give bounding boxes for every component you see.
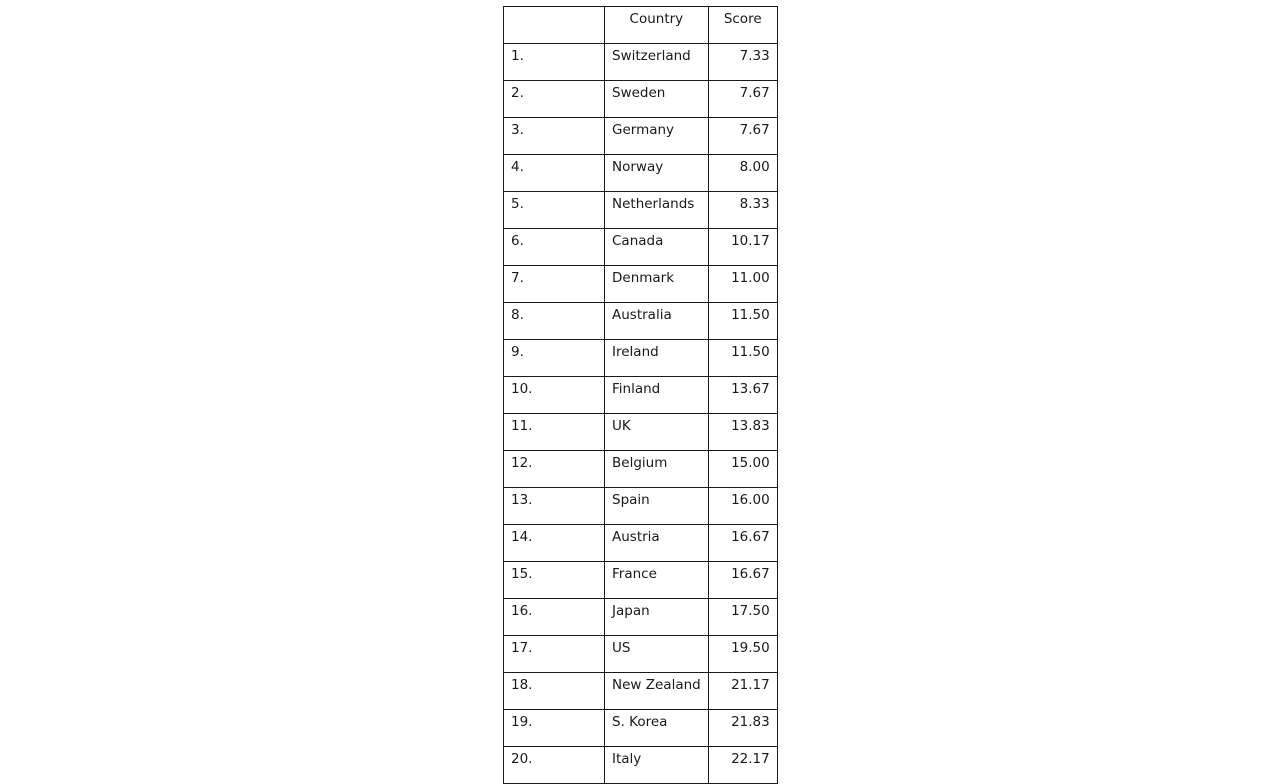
score-cell: 16.67 <box>708 525 777 562</box>
rank-cell: 16. <box>504 599 605 636</box>
score-cell: 13.67 <box>708 377 777 414</box>
score-cell: 8.00 <box>708 155 777 192</box>
rank-cell: 2. <box>504 81 605 118</box>
table-row <box>504 266 778 303</box>
table-row <box>504 636 778 673</box>
country-cell: Spain <box>605 488 709 525</box>
country-cell: Switzerland <box>605 44 709 81</box>
rank-cell: 6. <box>504 229 605 266</box>
rank-cell: 18. <box>504 673 605 710</box>
table-row <box>504 525 778 562</box>
ranking-table <box>503 6 778 784</box>
rank-cell: 15. <box>504 562 605 599</box>
table-row <box>504 44 778 81</box>
country-cell: Canada <box>605 229 709 266</box>
table-row <box>504 673 778 710</box>
rank-cell: 11. <box>504 414 605 451</box>
country-cell: France <box>605 562 709 599</box>
score-cell: 17.50 <box>708 599 777 636</box>
rank-cell: 12. <box>504 451 605 488</box>
country-cell: US <box>605 636 709 673</box>
score-cell: 7.33 <box>708 44 777 81</box>
table-row <box>504 192 778 229</box>
country-cell: Italy <box>605 747 709 784</box>
score-cell: 7.67 <box>708 81 777 118</box>
score-cell: 15.00 <box>708 451 777 488</box>
header-country: Country <box>605 7 709 44</box>
country-cell: UK <box>605 414 709 451</box>
score-cell: 21.17 <box>708 673 777 710</box>
country-cell: Belgium <box>605 451 709 488</box>
rank-cell: 9. <box>504 340 605 377</box>
rank-cell: 1. <box>504 44 605 81</box>
rank-cell: 20. <box>504 747 605 784</box>
country-cell: S. Korea <box>605 710 709 747</box>
score-cell: 10.17 <box>708 229 777 266</box>
country-cell: Norway <box>605 155 709 192</box>
country-cell: Austria <box>605 525 709 562</box>
header-score: Score <box>708 7 777 44</box>
table-row <box>504 229 778 266</box>
table-row <box>504 340 778 377</box>
table-row <box>504 562 778 599</box>
table-row <box>504 488 778 525</box>
score-cell: 13.83 <box>708 414 777 451</box>
table-row <box>504 451 778 488</box>
rank-cell: 10. <box>504 377 605 414</box>
country-cell: Japan <box>605 599 709 636</box>
header-rank <box>504 7 605 44</box>
rank-cell: 13. <box>504 488 605 525</box>
score-cell: 11.50 <box>708 303 777 340</box>
country-cell: Sweden <box>605 81 709 118</box>
country-cell: Denmark <box>605 266 709 303</box>
table-row <box>504 303 778 340</box>
table-row <box>504 81 778 118</box>
header-row <box>504 7 778 44</box>
score-cell: 19.50 <box>708 636 777 673</box>
score-cell: 22.17 <box>708 747 777 784</box>
country-cell: New Zealand <box>605 673 709 710</box>
score-cell: 8.33 <box>708 192 777 229</box>
rank-cell: 19. <box>504 710 605 747</box>
table-row <box>504 599 778 636</box>
rank-cell: 14. <box>504 525 605 562</box>
rank-cell: 7. <box>504 266 605 303</box>
country-cell: Finland <box>605 377 709 414</box>
table-row <box>504 118 778 155</box>
country-cell: Ireland <box>605 340 709 377</box>
score-cell: 16.67 <box>708 562 777 599</box>
table-row <box>504 414 778 451</box>
table-body <box>504 44 778 784</box>
rank-cell: 3. <box>504 118 605 155</box>
rank-cell: 17. <box>504 636 605 673</box>
rank-cell: 4. <box>504 155 605 192</box>
table-row <box>504 155 778 192</box>
country-cell: Australia <box>605 303 709 340</box>
table-row <box>504 747 778 784</box>
country-cell: Germany <box>605 118 709 155</box>
rank-cell: 8. <box>504 303 605 340</box>
country-cell: Netherlands <box>605 192 709 229</box>
score-cell: 21.83 <box>708 710 777 747</box>
score-cell: 16.00 <box>708 488 777 525</box>
rank-cell: 5. <box>504 192 605 229</box>
score-cell: 7.67 <box>708 118 777 155</box>
table-row <box>504 377 778 414</box>
score-cell: 11.00 <box>708 266 777 303</box>
table-row <box>504 710 778 747</box>
score-cell: 11.50 <box>708 340 777 377</box>
